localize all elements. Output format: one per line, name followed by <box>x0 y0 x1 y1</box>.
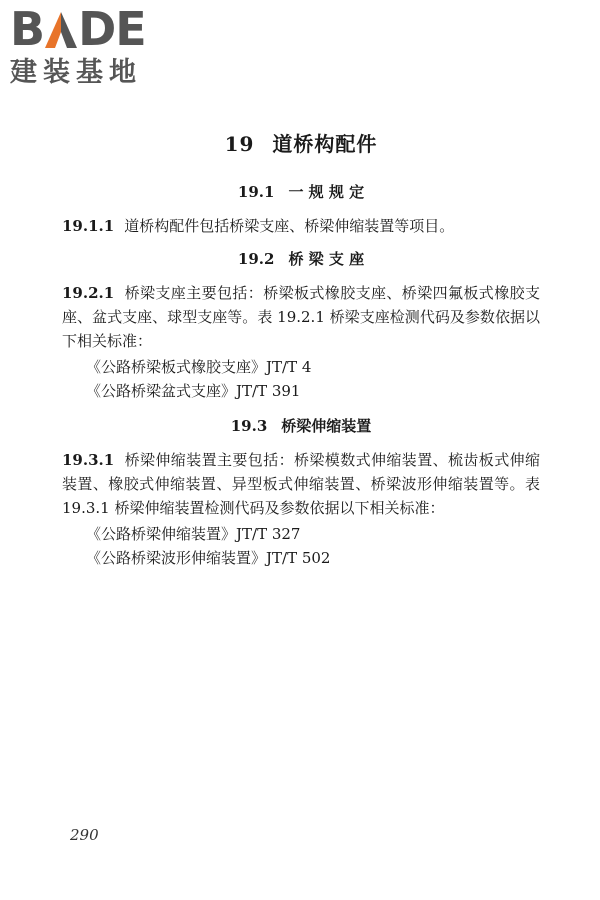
clause-text: 道桥构配件包括桥梁支座、桥梁伸缩装置等项目。 <box>124 217 455 235</box>
standard-references <box>62 355 540 403</box>
section-title-text: 一 规 规 定 <box>288 183 365 201</box>
clause-paragraph <box>62 281 540 353</box>
standard-reference: 《公路桥梁伸缩装置》JT/T 327 <box>86 525 301 543</box>
logo-a-triangle-icon <box>45 12 77 52</box>
section-title-text: 桥 梁 支 座 <box>288 250 365 268</box>
clause-paragraph <box>62 448 540 520</box>
section-19-2 <box>62 248 540 403</box>
section-title <box>62 181 540 202</box>
clause-number: 19.2.1 <box>62 284 115 302</box>
clause-paragraph <box>62 214 540 238</box>
section-19-1 <box>62 181 540 238</box>
standard-reference: 《公路桥梁波形伸缩装置》JT/T 502 <box>86 549 331 567</box>
document-body <box>62 128 540 582</box>
logo-letter-b: B <box>10 2 45 56</box>
standard-reference: 《公路桥梁板式橡胶支座》JT/T 4 <box>86 358 312 376</box>
standard-reference: 《公路桥梁盆式支座》JT/T 391 <box>86 382 301 400</box>
section-number: 19.2 <box>237 250 275 268</box>
logo-letters-de: DE <box>78 2 146 56</box>
clause-text: 桥梁支座主要包括：桥梁板式橡胶支座、桥梁四氟板式橡胶支座、盆式支座、球型支座等。表 19.2.1 桥梁支座检测代码及参数依据以下相关标准： <box>62 284 540 350</box>
chapter-title-text: 道桥构配件 <box>272 132 378 156</box>
clause-number: 19.3.1 <box>62 451 115 469</box>
logo-subtitle: 建装基地 <box>10 57 142 88</box>
section-title-text: 桥梁伸缩装置 <box>281 417 372 435</box>
section-title <box>62 248 540 269</box>
chapter-number: 19 <box>224 132 255 156</box>
section-title <box>62 415 540 436</box>
chapter-title <box>62 128 540 157</box>
section-19-3 <box>62 415 540 570</box>
section-number: 19.3 <box>230 417 268 435</box>
clause-text: 桥梁伸缩装置主要包括：桥梁模数式伸缩装置、梳齿板式伸缩装置、橡胶式伸缩装置、异型板式伸缩装置、桥梁波形伸缩装置等。表 19.3.1 桥梁伸缩装置检测代码及参数依据以下相关标准： <box>62 451 540 517</box>
standard-references <box>62 522 540 570</box>
page-number: 290 <box>70 826 99 844</box>
publisher-logo <box>10 2 175 88</box>
logo-wordmark <box>10 2 175 56</box>
section-number: 19.1 <box>237 183 275 201</box>
clause-number: 19.1.1 <box>62 217 115 235</box>
